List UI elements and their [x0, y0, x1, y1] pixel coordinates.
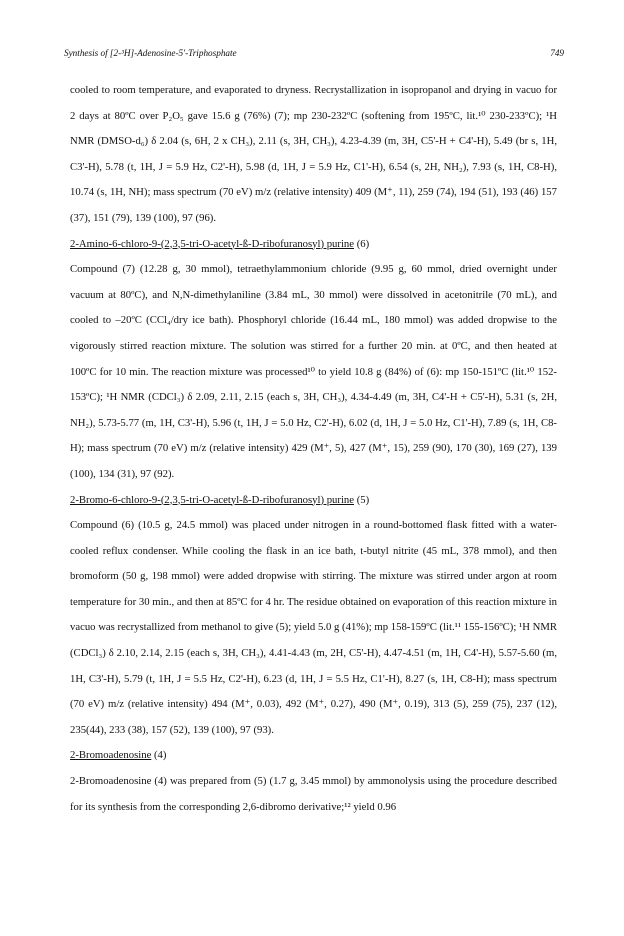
- paragraph-compound-6: Compound (7) (12.28 g, 30 mmol), tetraethylammonium chloride (9.95 g, 60 mmol, dried overnight under vacuum at 80ºC), and N,N-dimethylaniline (3.84 mL, 30 mmol) were dissolved in acetonitrile (70 mL), and cooled to –20ºC (CCl₄/dry ice bath). Phosphoryl chloride (16.44 mL, 180 mmol) was added dropwise to the vigorously stirred reaction mixture. The solution was stirred for a further 20 min. at 0ºC, and then heated at 100ºC for 10 min. The reaction mixture was processed¹⁰ to yield 10.8 g (84%) of (6): mp 150-151ºC (lit.¹⁰ 152-153ºC); ¹H NMR (CDCl₃) δ 2.09, 2.11, 2.15 (each s, 3H, CH₃), 4.34-4.49 (m, 3H, C4'-H + C5'-H), 5.31 (s, 2H, NH₂), 5.73-5.77 (m, 1H, C3'-H), 5.96 (t, 1H, J = 5.0 Hz, C2'-H), 6.02 (d, 1H, J = 5.0 Hz, C1'-H), 7.89 (s, 1H, C8-H); mass spectrum (70 eV) m/z (relative intensity) 429 (M⁺, 5), 427 (M⁺, 15), 259 (90), 170 (30), 169 (27), 139 (100), 134 (31), 97 (92).: [70, 263, 557, 480]
- heading-title: 2-Bromo-6-chloro-9-(2,3,5-tri-O-acetyl-ß-D-ribofuranosyl) purine: [70, 493, 355, 506]
- body-text: [70, 78, 557, 820]
- heading-title: 2-Amino-6-chloro-9-(2,3,5-tri-O-acetyl-ß-D-ribofuranosyl) purine: [70, 237, 355, 250]
- running-head: [64, 46, 564, 60]
- heading-title: 2-Bromoadenosine: [70, 749, 152, 762]
- section-heading-compound-4: [70, 743, 557, 769]
- section-heading-compound-5: [70, 488, 557, 514]
- paragraph-compound-5: Compound (6) (10.5 g, 24.5 mmol) was placed under nitrogen in a round-bottomed flask fitted with a water-cooled reflux condenser. While cooling the flask in an ice bath, t-butyl nitrite (45 mL, 378 mmol), and then bromoform (50 g, 198 mmol) were added dropwise with stirring. The mixture was stirred under argon at room temperature for 30 min., and then at 85ºC for 4 hr. The residue obtained on evaporation of this reaction mixture in vacuo was recrystallized from methanol to give (5); yield 5.0 g (41%); mp 158-159ºC (lit.¹¹ 155-156ºC); ¹H NMR (CDCl₃) δ 2.10, 2.14, 2.15 (each s, 3H, CH₃), 4.41-4.43 (m, 2H, C5'-H), 4.47-4.51 (m, 1H, C4'-H), 5.57-5.60 (m, 1H, C3'-H), 5.79 (t, 1H, J = 5.5 Hz, C2'-H), 6.23 (d, 1H, J = 5.5 Hz, C1'-H), 8.27 (s, 1H, C8-H); mass spectrum (70 eV) m/z (relative intensity) 494 (M⁺, 0.03), 492 (M⁺, 0.27), 490 (M⁺, 0.19), 313 (5), 259 (75), 237 (12), 235(44), 233 (38), 157 (52), 139 (100), 97 (93).: [70, 519, 557, 736]
- running-head-title: Synthesis of [2-³H]-Adenosine-5'-Triphosphate: [64, 48, 237, 58]
- section-heading-compound-6: [70, 232, 557, 258]
- paragraph-compound-7: cooled to room temperature, and evaporated to dryness. Recrystallization in isopropanol and drying in vacuo for 2 days at 80ºC over P₂O₅ gave 15.6 g (76%) (7); mp 230-232ºC (softening from 195ºC, lit.¹⁰ 230-233ºC); ¹H NMR (DMSO-d₆) δ 2.04 (s, 6H, 2 x CH₃), 2.11 (s, 3H, CH₃), 4.23-4.39 (m, 3H, C5'-H + C4'-H), 5.49 (br s, 1H, C3'-H), 5.78 (t, 1H, J = 5.9 Hz, C2'-H), 5.98 (d, 1H, J = 5.9 Hz, C1'-H), 6.54 (s, 2H, NH₂), 7.93 (s, 1H, C8-H), 10.74 (s, 1H, NH); mass spectrum (70 eV) m/z (relative intensity) 409 (M⁺, 11), 259 (74), 194 (51), 193 (46) 157 (37), 151 (79), 139 (100), 97 (96).: [70, 84, 557, 224]
- page-number: 749: [550, 48, 564, 58]
- heading-number: (6): [354, 237, 370, 250]
- heading-number: (5): [354, 493, 370, 506]
- heading-number: (4): [151, 749, 167, 762]
- paragraph-compound-4: 2-Bromoadenosine (4) was prepared from (5) (1.7 g, 3.45 mmol) by ammonolysis using the procedure described for its synthesis from the corresponding 2,6-dibromo derivative;¹² yield 0.96: [70, 775, 557, 813]
